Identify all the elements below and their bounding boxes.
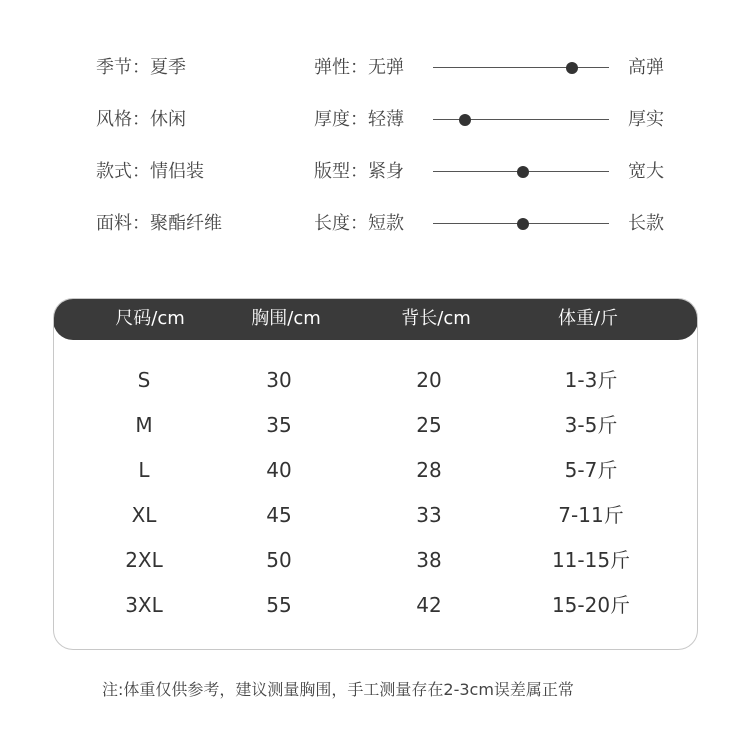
scale-min-label: 无弹 <box>368 57 404 78</box>
scale-indicator <box>517 166 529 178</box>
scale-track <box>433 67 609 68</box>
scale-label: 弹性： <box>314 57 368 78</box>
scale-max-label: 高弹 <box>628 57 664 78</box>
table-row <box>54 365 698 395</box>
cell-back-length: 20 <box>416 368 442 392</box>
cell-chest: 35 <box>266 413 292 437</box>
attribute-row <box>0 157 750 187</box>
cell-size: S <box>137 368 151 392</box>
header-chest: 胸围/cm <box>251 308 321 329</box>
cell-chest: 40 <box>266 458 292 482</box>
attribute-row <box>0 105 750 135</box>
cell-chest: 30 <box>266 368 292 392</box>
cell-size: 3XL <box>125 593 163 617</box>
attribute-label: 款式： <box>96 161 150 182</box>
cell-weight: 15-20斤 <box>551 593 631 617</box>
scale-max-label: 厚实 <box>628 109 664 130</box>
table-header <box>53 298 698 340</box>
cell-back-length: 25 <box>416 413 442 437</box>
scale-length <box>314 209 404 239</box>
scale-indicator <box>517 218 529 230</box>
attribute-season <box>96 53 186 83</box>
scale-fit <box>314 157 404 187</box>
scale-label: 长度： <box>314 213 368 234</box>
header-size: 尺码/cm <box>115 308 185 329</box>
scale-min-label: 轻薄 <box>368 109 404 130</box>
attribute-value: 情侣装 <box>150 161 204 182</box>
scale-indicator <box>459 114 471 126</box>
table-row <box>54 545 698 575</box>
scale-indicator <box>566 62 578 74</box>
scale-label: 厚度： <box>314 109 368 130</box>
scale-max-label: 长款 <box>628 213 664 234</box>
table-row <box>54 590 698 620</box>
scale-min-label: 短款 <box>368 213 404 234</box>
table-row <box>54 500 698 530</box>
size-table <box>53 298 698 650</box>
cell-size: M <box>135 413 153 437</box>
cell-weight: 1-3斤 <box>564 368 618 392</box>
scale-max-label: 宽大 <box>628 161 664 182</box>
header-weight: 体重/斤 <box>557 308 619 329</box>
cell-weight: 7-11斤 <box>558 503 624 527</box>
footnote: 注:体重仅供参考，建议测量胸围，手工测量存在2-3cm误差属正常 <box>102 680 574 699</box>
cell-weight: 3-5斤 <box>564 413 618 437</box>
attribute-row <box>0 209 750 239</box>
cell-size: XL <box>131 503 157 527</box>
cell-chest: 50 <box>266 548 292 572</box>
cell-back-length: 28 <box>416 458 442 482</box>
attribute-fabric <box>96 209 222 239</box>
attribute-style <box>96 105 186 135</box>
cell-back-length: 42 <box>416 593 442 617</box>
attribute-value: 聚酯纤维 <box>150 213 222 234</box>
cell-size: L <box>138 458 150 482</box>
scale-label: 版型： <box>314 161 368 182</box>
cell-size: 2XL <box>125 548 163 572</box>
attribute-row <box>0 53 750 83</box>
attribute-label: 面料： <box>96 213 150 234</box>
cell-chest: 55 <box>266 593 292 617</box>
attribute-value: 休闲 <box>150 109 186 130</box>
scale-min-label: 紧身 <box>368 161 404 182</box>
cell-chest: 45 <box>266 503 292 527</box>
cell-back-length: 38 <box>416 548 442 572</box>
table-row <box>54 455 698 485</box>
attribute-label: 风格： <box>96 109 150 130</box>
attribute-type <box>96 157 204 187</box>
scale-elasticity <box>314 53 404 83</box>
attribute-label: 季节： <box>96 57 150 78</box>
cell-back-length: 33 <box>416 503 442 527</box>
table-row <box>54 410 698 440</box>
cell-weight: 11-15斤 <box>551 548 631 572</box>
cell-weight: 5-7斤 <box>564 458 618 482</box>
scale-thickness <box>314 105 404 135</box>
header-back-length: 背长/cm <box>401 308 471 329</box>
attribute-value: 夏季 <box>150 57 186 78</box>
